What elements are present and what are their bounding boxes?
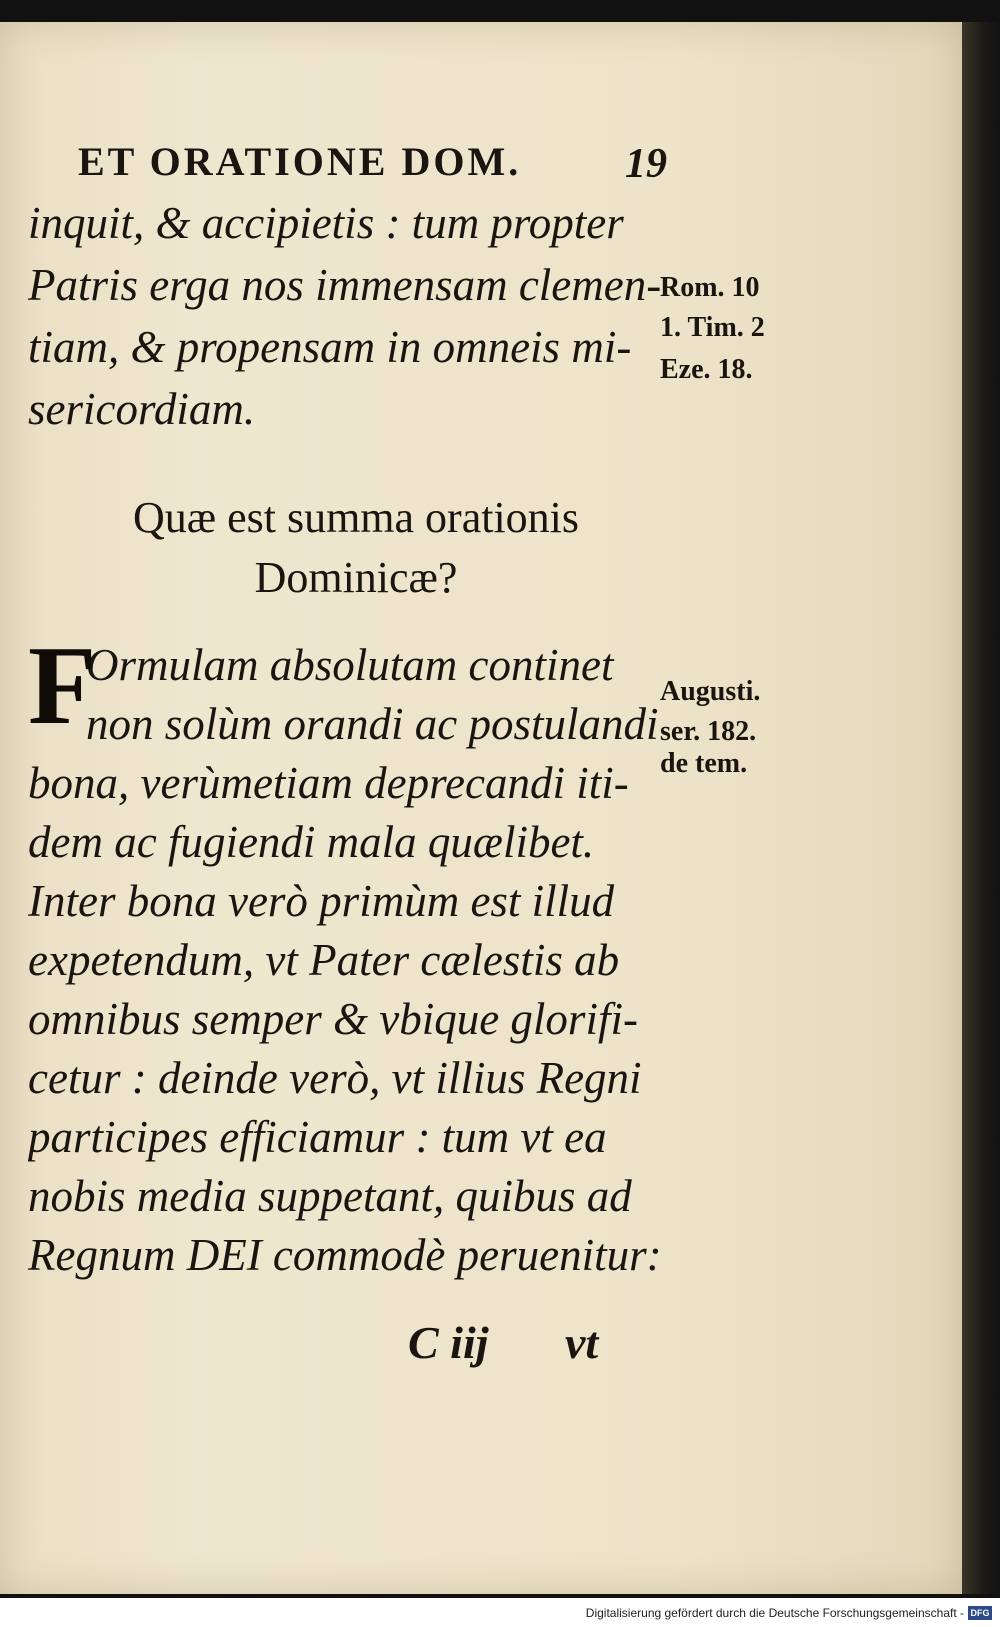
catchword: vt [565,1317,599,1368]
question-line: Dominicæ? [254,553,458,602]
margin-note: ser. 182. [660,716,757,747]
paragraph-2 [28,624,668,1285]
margin-note: Rom. 10 [660,272,760,303]
footer-bar [0,1598,1000,1627]
text-line: Patris erga nos immensam clemen- [28,260,662,310]
page-edge-shadow [962,22,1000,1594]
text-line: Inter bona verò primùm est illud [28,876,615,926]
text-line: inquit, & accipietis : tum propter [28,198,624,248]
page-number: 19 [625,141,667,187]
dfg-logo-icon: DFG [968,1606,992,1620]
text-line: omnibus semper & vbique glorifi- [28,994,638,1044]
running-title: ET ORATIONE DOM. [78,139,522,184]
margin-note: Augusti. [660,676,761,707]
paragraph-1 [28,192,668,440]
footer-credit: Digitalisierung gefördert durch die Deutsche Forschungsgemeinschaft - [585,1606,964,1620]
text-line: Ormulam absolutam continet [86,640,614,690]
margin-note: 1. Tim. 2 [660,312,765,343]
text-line: non solùm orandi ac postulandi [86,699,659,749]
text-line: tiam, & propensam in omneis mi- [28,322,632,372]
text-line: sericordiam. [28,384,256,434]
text-line: Regnum DEI commodè peruenitur: [28,1230,662,1280]
drop-capital: F [28,624,97,748]
text-line: nobis media suppetant, quibus ad [28,1171,632,1221]
text-line: participes efficiamur : tum vt ea [28,1112,607,1162]
margin-note: de tem. [660,748,748,779]
text-line: bona, verùmetiam deprecandi iti- [28,758,629,808]
text-line: dem ac fugiendi mala quælibet. [28,817,595,867]
margin-note: Eze. 18. [660,354,753,385]
section-question [76,488,636,608]
signature-mark: C iij [408,1317,489,1368]
text-line: expetendum, vt Pater cælestis ab [28,935,620,985]
question-line: Quæ est summa orationis [132,493,580,542]
text-line: cetur : deinde verò, vt illius Regni [28,1053,642,1103]
